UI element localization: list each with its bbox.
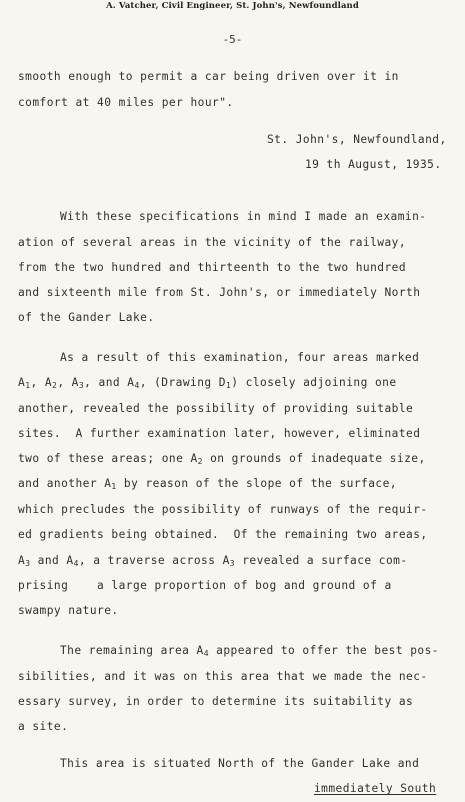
para2-line-9: $A_3$ and $A_4$, a traverse across $A_3$ revealed a surface com-	[18, 554, 408, 568]
para1-line-1: With these specifications in mind I made an examin-	[60, 210, 427, 223]
para3-line-4: a site.	[18, 720, 69, 733]
para1-line-5: of the Gander Lake.	[18, 311, 155, 324]
para4-line-2: immediately South	[314, 782, 437, 795]
para2-line-4: sites. A further examination later, however, eliminated	[18, 427, 421, 440]
para1-line-3: from the two hundred and thirteenth to the two hundred	[18, 261, 407, 274]
letterhead: A. Vatcher, Civil Engineer, St. John's, Newfoundland	[106, 1, 359, 11]
para3-line-1: The remaining area $A_4$ appeared to offer the best pos-	[60, 644, 439, 658]
dateline-place: St. John's, Newfoundland,	[267, 133, 447, 146]
para4-line-1: This area is situated North of the Gander Lake and	[60, 757, 420, 770]
para3-line-2: sibilities, and it was on this area that we made the nec-	[18, 670, 428, 683]
dateline-date: 19 th August, 1935.	[305, 158, 442, 171]
para2-line-11: swampy nature.	[18, 604, 119, 617]
para2-line-1: As a result of this examination, four areas marked	[60, 351, 420, 364]
para2-line-6: and another $A_1$ by reason of the slope of the surface,	[18, 477, 397, 491]
para1-line-2: ation of several areas in the vicinity of the railway,	[18, 236, 407, 249]
closing-line-1: smooth enough to permit a car being driven over it in	[18, 70, 399, 83]
para2-line-2: $A_1$, $A_2$, $A_3$, and $A_4$, (Drawing $D_1$) closely adjoining one	[18, 376, 397, 390]
para2-line-8: ed gradients being obtained. Of the remaining two areas,	[18, 528, 428, 541]
para2-line-7: which precludes the possibility of runways of the requir-	[18, 503, 428, 516]
para2-line-10: prising a large proportion of bog and ground of a	[18, 579, 392, 592]
para1-line-4: and sixteenth mile from St. John's, or immediately North	[18, 286, 421, 299]
para2-line-3: another, revealed the possibility of providing suitable	[18, 402, 414, 415]
closing-line-2: comfort at 40 miles per hour".	[18, 96, 234, 109]
para3-line-3: essary survey, in order to determine its suitability as	[18, 695, 414, 708]
para2-line-5: two of these areas; one $A_2$ on grounds of inadequate size,	[18, 452, 426, 466]
page-number: -5-	[222, 33, 243, 46]
